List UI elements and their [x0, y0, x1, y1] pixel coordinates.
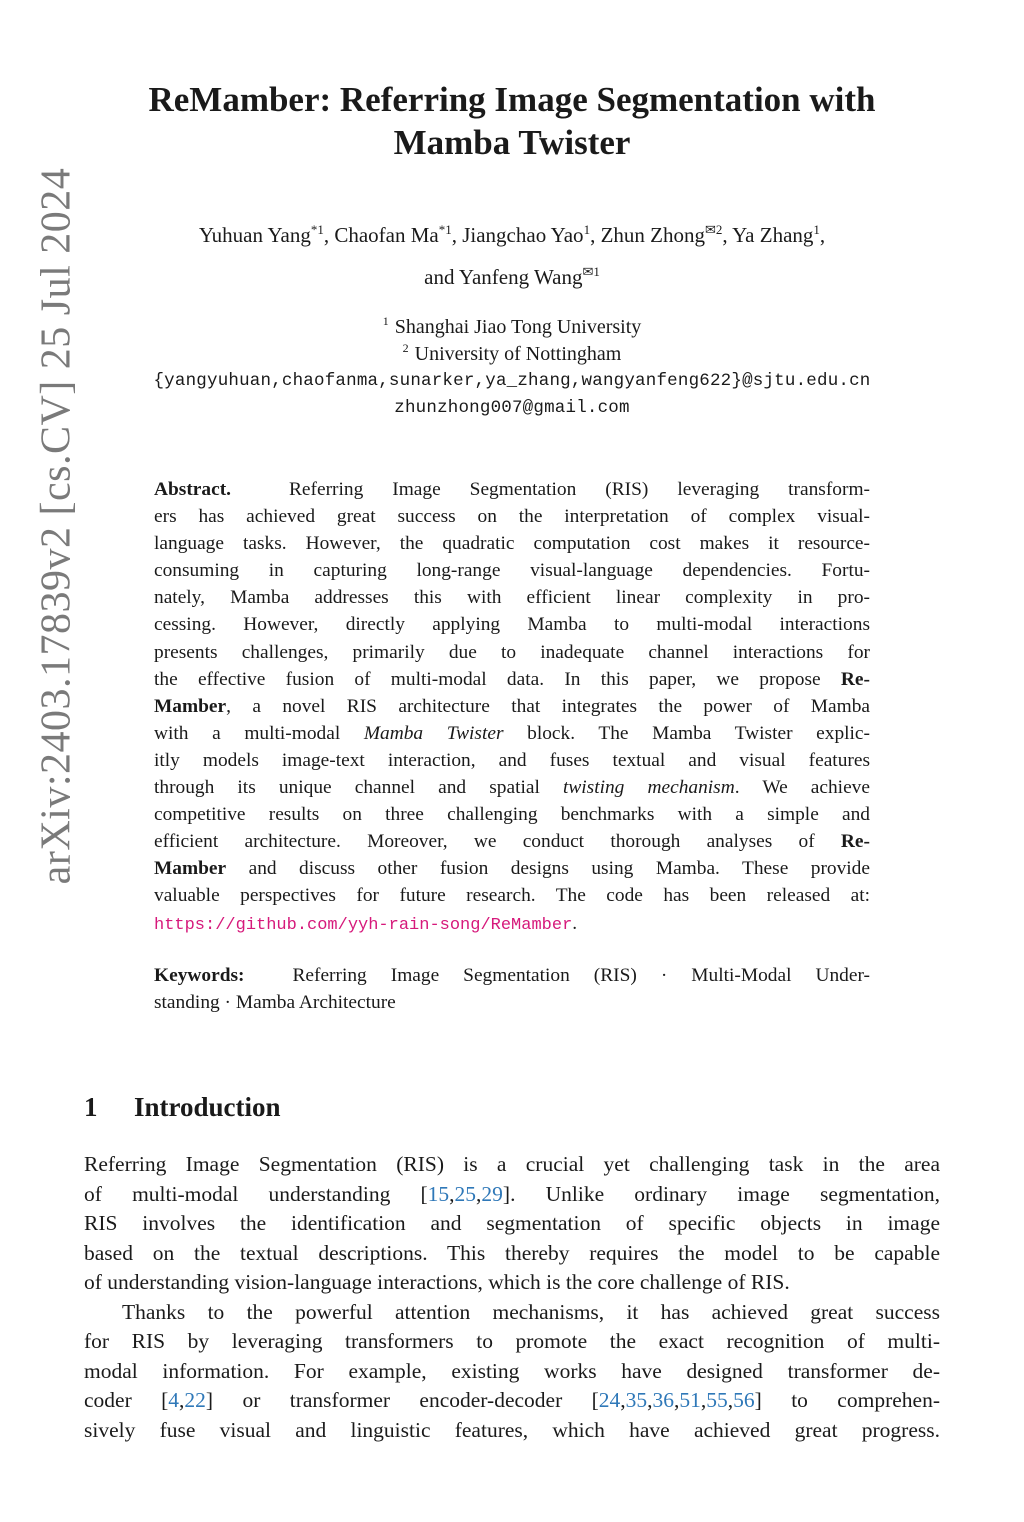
author-name: and Yanfeng Wang	[424, 265, 583, 289]
citation-link[interactable]: 29	[481, 1181, 503, 1206]
abstract-label: Abstract.	[154, 479, 232, 500]
citation-link[interactable]: 36	[652, 1388, 675, 1412]
author-list: Yuhuan Yang$^{*1}$, Chaofan Ma$^{*1}$, Jiangchao Yao$^1$, Zhun Zhong$^{✉2}$, Ya Zhang$^1$, and Yanfeng Wang$^{✉1}$	[198, 222, 826, 289]
abstract: Abstract. Referring Image Segmentation (RIS) leveraging transform- ers has achieved great success on the interpretation of complex visual- language tasks. However, the quadratic computation cost makes it resource- consuming in capturing long-range visual-language dependencies. Fortu- nately, Mamba addresses this with efficient linear complexity in pro- cessing. However, directly applying Mamba to multi-modal interactions presents challenges, primarily due to inadequate channel interactions for the effective fusion of multi-modal data. In this paper, we propose Re- Mamber, a novel RIS architecture that integrates the power of Mamba with a multi-modal Mamba Twister block. The Mamba Twister explic- itly models image-text interaction, and fuses textual and visual features through its unique channel and spatial twisting mechanism. We achieve competitive results on three challenging benchmarks with a simple and efficient architecture. Moreover, we conduct thorough analyses of Re- Mamber and discuss other fusion designs using Mamba. These provide valuable perspectives for future research. The code has been released at: https://github.com/yyh-rain-song/ReMamber.	[154, 479, 870, 935]
citation-link[interactable]: 24	[598, 1388, 621, 1412]
author-name: Ya Zhang	[732, 223, 814, 247]
citation-link[interactable]: 22	[184, 1388, 206, 1412]
author-sup: *1	[438, 222, 452, 237]
arxiv-id: arXiv:2403.17839v2 [cs.CV] 25 Jul 2024	[33, 167, 79, 885]
citation-link[interactable]: 51	[679, 1388, 701, 1412]
citation-link[interactable]: 25	[454, 1181, 477, 1206]
title-line: Mamba Twister	[393, 123, 631, 162]
code-link[interactable]: https://github.com/yyh-rain-song/ReMamber	[154, 915, 573, 935]
section-heading	[84, 1092, 281, 1123]
author-name: Chaofan Ma	[334, 223, 439, 247]
keywords: Keywords: Referring Image Segmentation (RIS) · Multi-Modal Under- standing · Mamba Architecture	[154, 965, 870, 1013]
citation-link[interactable]: 4	[168, 1388, 180, 1412]
author-sup: 1	[583, 222, 591, 237]
author-name: Zhun Zhong	[600, 223, 705, 247]
citation-link[interactable]: 35	[625, 1388, 648, 1412]
author-name: Yuhuan Yang	[198, 223, 311, 247]
citation-link[interactable]: 55	[706, 1388, 728, 1412]
title-line: ReMamber: Referring Image Segmentation with	[148, 80, 876, 119]
author-sup: ✉2	[704, 222, 723, 237]
citation-link[interactable]: 56	[733, 1388, 755, 1412]
section-title: Introduction	[134, 1092, 281, 1122]
affiliations	[80, 314, 944, 422]
author-sup: 1	[813, 222, 820, 237]
email-line: zhunzhong007@gmail.com	[394, 398, 630, 418]
author-name: Jiangchao Yao	[462, 223, 584, 247]
email-line: {yangyuhuan,chaofanma,sunarker,ya_zhang,wangyanfeng622}@sjtu.edu.cn	[153, 371, 871, 391]
affiliation-item: $^1$ Shanghai Jiao Tong University	[382, 314, 642, 338]
paper-title	[90, 78, 934, 164]
author-sup: *1	[310, 222, 324, 237]
author-sup: ✉1	[582, 264, 600, 279]
keywords-label: Keywords:	[154, 965, 245, 986]
intro-body: Referring Image Segmentation (RIS) is a crucial yet challenging task in the area of multi-modal understanding [15,25,29]. Unlike ordinary image segmentation, RIS involves the identification and segmentation of specific objects in image based on the textual descriptions. This thereby requires the model to be capable of understanding vision-language interactions, which is the core challenge of RIS. Thanks to the powerful attention mechanisms, it has achieved great success for RIS by leveraging transformers to promote the exact recognition of multi- modal information. For example, existing works have designed transformer de- coder [4,22] or transformer encoder-decoder [24,35,36,51,55,56] to comprehen- sively fuse visual and linguistic features, which have achieved great progress.	[84, 1152, 940, 1442]
affiliation-item: $^2$ University of Nottingham	[402, 341, 622, 365]
section-number: 1	[84, 1092, 98, 1122]
citation-link[interactable]: 15	[427, 1181, 450, 1206]
